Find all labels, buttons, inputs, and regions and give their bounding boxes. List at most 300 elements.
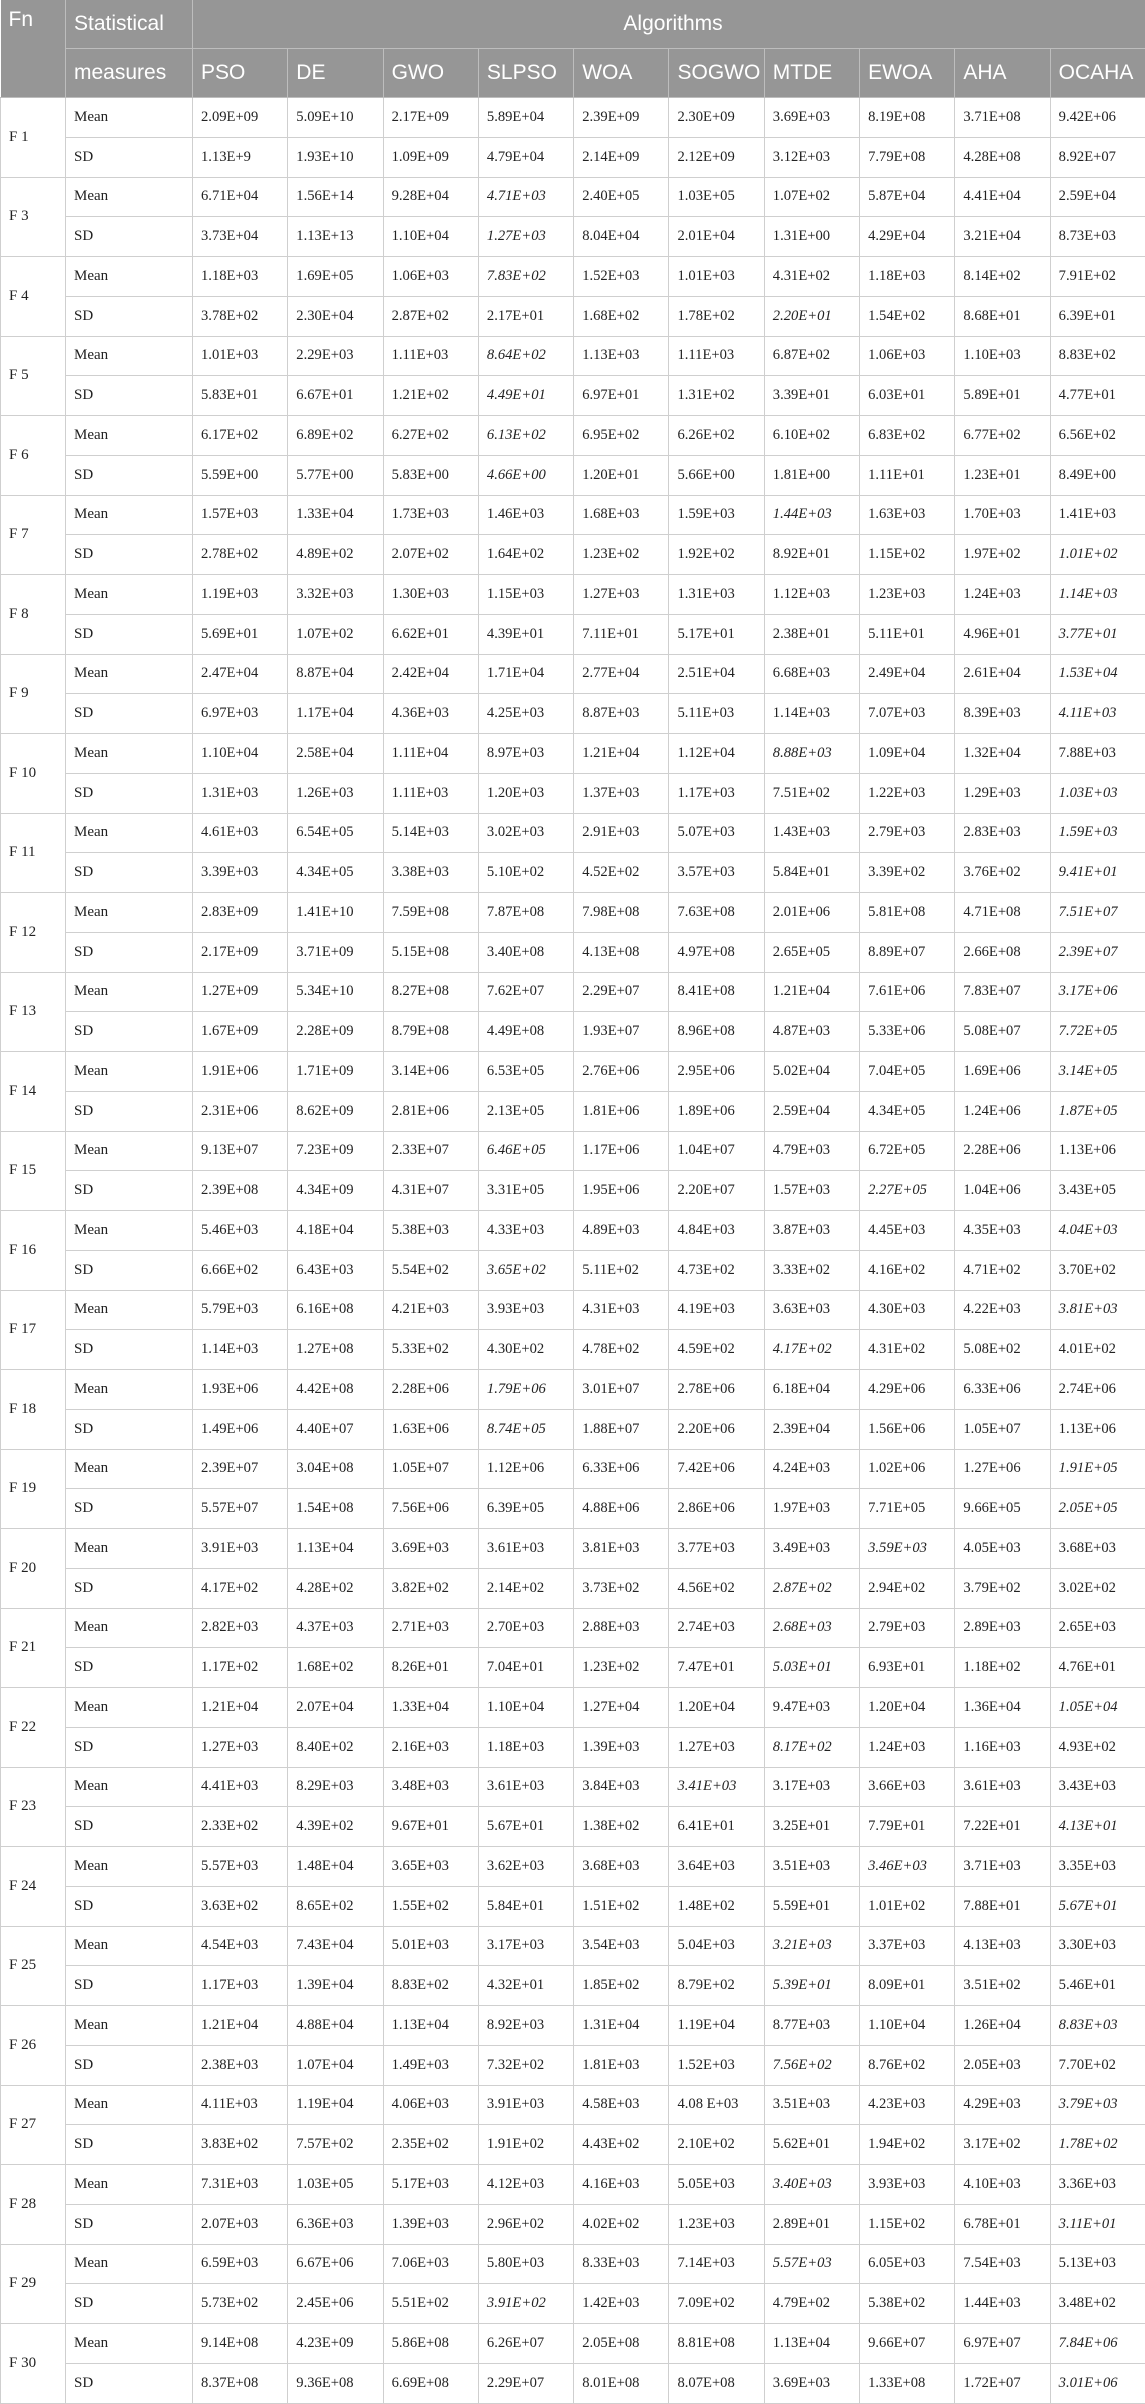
value-cell: 2.17E+09 — [383, 98, 478, 138]
measure-label: SD — [66, 217, 193, 257]
value-cell: 6.72E+05 — [860, 1131, 955, 1171]
value-cell: 5.77E+00 — [288, 455, 383, 495]
table-row — [1, 1847, 1145, 1887]
value-cell: 1.33E+08 — [860, 2363, 955, 2403]
measure-label: SD — [66, 1409, 193, 1449]
value-cell: 2.39E+04 — [764, 1409, 859, 1449]
table-row — [1, 98, 1145, 138]
value-cell: 2.87E+02 — [383, 296, 478, 336]
value-cell: 4.11E+03 — [1050, 694, 1145, 734]
value-cell: 4.13E+01 — [1050, 1807, 1145, 1847]
value-cell: 1.87E+05 — [1050, 1091, 1145, 1131]
value-cell: 1.27E+06 — [955, 1449, 1050, 1489]
value-cell: 1.23E+03 — [860, 575, 955, 615]
measure-label: SD — [66, 137, 193, 177]
value-cell: 8.83E+02 — [1050, 336, 1145, 376]
value-cell: 7.14E+03 — [669, 2244, 764, 2284]
value-cell: 8.97E+03 — [478, 734, 573, 774]
function-label: F 16 — [1, 1211, 66, 1291]
value-cell: 8.76E+02 — [860, 2045, 955, 2085]
value-cell: 7.88E+01 — [955, 1886, 1050, 1926]
value-cell: 2.96E+02 — [478, 2204, 573, 2244]
table-row — [1, 2244, 1145, 2284]
value-cell: 5.09E+10 — [288, 98, 383, 138]
value-cell: 6.03E+01 — [860, 376, 955, 416]
value-cell: 1.06E+03 — [383, 257, 478, 297]
measure-label: Mean — [66, 1052, 193, 1092]
value-cell: 3.93E+03 — [860, 2165, 955, 2205]
value-cell: 7.71E+05 — [860, 1489, 955, 1529]
value-cell: 1.73E+03 — [383, 495, 478, 535]
value-cell: 5.08E+07 — [955, 1012, 1050, 1052]
value-cell: 5.46E+03 — [193, 1211, 288, 1251]
value-cell: 9.67E+01 — [383, 1807, 478, 1847]
value-cell: 3.69E+03 — [764, 98, 859, 138]
value-cell: 3.59E+03 — [860, 1529, 955, 1569]
value-cell: 7.09E+02 — [669, 2284, 764, 2324]
value-cell: 2.28E+09 — [288, 1012, 383, 1052]
value-cell: 7.31E+03 — [193, 2165, 288, 2205]
table-row — [1, 1568, 1145, 1608]
value-cell: 1.13E+04 — [288, 1529, 383, 1569]
value-cell: 2.12E+09 — [669, 137, 764, 177]
value-cell: 1.11E+03 — [383, 336, 478, 376]
value-cell: 1.64E+02 — [478, 535, 573, 575]
value-cell: 3.61E+03 — [478, 1529, 573, 1569]
value-cell: 8.83E+03 — [1050, 2006, 1145, 2046]
value-cell: 3.36E+03 — [1050, 2165, 1145, 2205]
header-statistical: Statistical — [66, 0, 193, 49]
value-cell: 8.17E+02 — [764, 1727, 859, 1767]
value-cell: 4.19E+03 — [669, 1290, 764, 1330]
measure-label: SD — [66, 535, 193, 575]
value-cell: 4.35E+03 — [955, 1211, 1050, 1251]
measure-label: Mean — [66, 1529, 193, 1569]
value-cell: 1.21E+04 — [764, 972, 859, 1012]
value-cell: 1.31E+04 — [574, 2006, 669, 2046]
value-cell: 7.47E+01 — [669, 1648, 764, 1688]
value-cell: 4.33E+03 — [478, 1211, 573, 1251]
value-cell: 4.37E+03 — [288, 1608, 383, 1648]
value-cell: 1.93E+06 — [193, 1370, 288, 1410]
value-cell: 5.51E+02 — [383, 2284, 478, 2324]
value-cell: 4.40E+07 — [288, 1409, 383, 1449]
value-cell: 2.49E+04 — [860, 654, 955, 694]
value-cell: 4.11E+03 — [193, 2085, 288, 2125]
value-cell: 3.71E+03 — [955, 1847, 1050, 1887]
value-cell: 2.29E+07 — [574, 972, 669, 1012]
value-cell: 4.71E+08 — [955, 893, 1050, 933]
value-cell: 4.43E+02 — [574, 2125, 669, 2165]
value-cell: 3.02E+02 — [1050, 1568, 1145, 1608]
table-row — [1, 416, 1145, 456]
value-cell: 2.20E+06 — [669, 1409, 764, 1449]
value-cell: 2.33E+02 — [193, 1807, 288, 1847]
measure-label: Mean — [66, 495, 193, 535]
value-cell: 6.87E+02 — [764, 336, 859, 376]
value-cell: 1.49E+03 — [383, 2045, 478, 2085]
value-cell: 2.17E+01 — [478, 296, 573, 336]
value-cell: 3.71E+09 — [288, 932, 383, 972]
value-cell: 2.89E+01 — [764, 2204, 859, 2244]
header-alg-slpso: SLPSO — [478, 49, 573, 98]
value-cell: 1.93E+10 — [288, 137, 383, 177]
measure-label: SD — [66, 1727, 193, 1767]
value-cell: 7.32E+02 — [478, 2045, 573, 2085]
value-cell: 5.89E+01 — [955, 376, 1050, 416]
value-cell: 3.79E+02 — [955, 1568, 1050, 1608]
value-cell: 6.26E+07 — [478, 2324, 573, 2364]
value-cell: 8.37E+08 — [193, 2363, 288, 2403]
value-cell: 1.78E+02 — [1050, 2125, 1145, 2165]
value-cell: 6.43E+03 — [288, 1250, 383, 1290]
measure-label: Mean — [66, 972, 193, 1012]
value-cell: 3.68E+03 — [1050, 1529, 1145, 1569]
measure-label: SD — [66, 1886, 193, 1926]
value-cell: 1.01E+03 — [193, 336, 288, 376]
value-cell: 1.69E+06 — [955, 1052, 1050, 1092]
measure-label: SD — [66, 1330, 193, 1370]
value-cell: 1.27E+03 — [193, 1727, 288, 1767]
value-cell: 2.07E+04 — [288, 1688, 383, 1728]
value-cell: 3.17E+06 — [1050, 972, 1145, 1012]
value-cell: 5.11E+03 — [669, 694, 764, 734]
table-row — [1, 1449, 1145, 1489]
value-cell: 8.19E+08 — [860, 98, 955, 138]
value-cell: 2.83E+09 — [193, 893, 288, 933]
value-cell: 3.35E+03 — [1050, 1847, 1145, 1887]
value-cell: 4.17E+02 — [764, 1330, 859, 1370]
value-cell: 7.22E+01 — [955, 1807, 1050, 1847]
value-cell: 1.38E+02 — [574, 1807, 669, 1847]
value-cell: 3.71E+08 — [955, 98, 1050, 138]
value-cell: 1.20E+01 — [574, 455, 669, 495]
value-cell: 4.28E+08 — [955, 137, 1050, 177]
value-cell: 3.14E+06 — [383, 1052, 478, 1092]
value-cell: 1.53E+04 — [1050, 654, 1145, 694]
value-cell: 4.29E+06 — [860, 1370, 955, 1410]
measure-label: Mean — [66, 416, 193, 456]
value-cell: 4.84E+03 — [669, 1211, 764, 1251]
value-cell: 3.63E+02 — [193, 1886, 288, 1926]
value-cell: 8.92E+01 — [764, 535, 859, 575]
value-cell: 1.43E+03 — [764, 813, 859, 853]
measure-label: SD — [66, 853, 193, 893]
value-cell: 1.91E+05 — [1050, 1449, 1145, 1489]
value-cell: 2.42E+04 — [383, 654, 478, 694]
table-row — [1, 2125, 1145, 2165]
value-cell: 3.14E+05 — [1050, 1052, 1145, 1092]
value-cell: 1.15E+03 — [478, 575, 573, 615]
value-cell: 8.49E+00 — [1050, 455, 1145, 495]
value-cell: 1.17E+03 — [193, 1966, 288, 2006]
value-cell: 5.38E+03 — [383, 1211, 478, 1251]
value-cell: 3.17E+03 — [478, 1926, 573, 1966]
value-cell: 1.24E+03 — [955, 575, 1050, 615]
value-cell: 1.13E+06 — [1050, 1131, 1145, 1171]
value-cell: 3.51E+02 — [955, 1966, 1050, 2006]
value-cell: 1.10E+04 — [860, 2006, 955, 2046]
value-cell: 5.57E+03 — [193, 1847, 288, 1887]
value-cell: 7.51E+07 — [1050, 893, 1145, 933]
value-cell: 1.97E+03 — [764, 1489, 859, 1529]
value-cell: 1.27E+03 — [478, 217, 573, 257]
value-cell: 4.13E+08 — [574, 932, 669, 972]
value-cell: 4.05E+03 — [955, 1529, 1050, 1569]
table-row — [1, 2045, 1145, 2085]
value-cell: 4.89E+03 — [574, 1211, 669, 1251]
table-row — [1, 2165, 1145, 2205]
value-cell: 1.17E+04 — [288, 694, 383, 734]
value-cell: 4.73E+02 — [669, 1250, 764, 1290]
measure-label: Mean — [66, 177, 193, 217]
value-cell: 5.05E+03 — [669, 2165, 764, 2205]
value-cell: 1.93E+07 — [574, 1012, 669, 1052]
value-cell: 6.68E+03 — [764, 654, 859, 694]
value-cell: 8.09E+01 — [860, 1966, 955, 2006]
value-cell: 2.10E+02 — [669, 2125, 764, 2165]
value-cell: 4.12E+03 — [478, 2165, 573, 2205]
value-cell: 6.13E+02 — [478, 416, 573, 456]
value-cell: 4.54E+03 — [193, 1926, 288, 1966]
value-cell: 2.81E+06 — [383, 1091, 478, 1131]
table-row — [1, 694, 1145, 734]
measure-label: Mean — [66, 2085, 193, 2125]
value-cell: 5.69E+01 — [193, 614, 288, 654]
value-cell: 1.13E+03 — [574, 336, 669, 376]
table-row — [1, 1807, 1145, 1847]
value-cell: 3.41E+03 — [669, 1767, 764, 1807]
value-cell: 3.02E+03 — [478, 813, 573, 853]
value-cell: 1.12E+04 — [669, 734, 764, 774]
value-cell: 2.51E+04 — [669, 654, 764, 694]
measure-label: SD — [66, 2204, 193, 2244]
value-cell: 8.14E+02 — [955, 257, 1050, 297]
value-cell: 2.71E+03 — [383, 1608, 478, 1648]
table-row — [1, 1131, 1145, 1171]
table-row — [1, 773, 1145, 813]
value-cell: 2.09E+09 — [193, 98, 288, 138]
value-cell: 2.59E+04 — [1050, 177, 1145, 217]
value-cell: 6.56E+02 — [1050, 416, 1145, 456]
value-cell: 8.79E+02 — [669, 1966, 764, 2006]
value-cell: 7.84E+06 — [1050, 2324, 1145, 2364]
value-cell: 1.12E+03 — [764, 575, 859, 615]
value-cell: 1.31E+03 — [193, 773, 288, 813]
measure-label: SD — [66, 2363, 193, 2403]
value-cell: 1.11E+04 — [383, 734, 478, 774]
value-cell: 4.31E+02 — [764, 257, 859, 297]
table-row — [1, 2324, 1145, 2364]
value-cell: 2.77E+04 — [574, 654, 669, 694]
value-cell: 2.88E+03 — [574, 1608, 669, 1648]
value-cell: 3.81E+03 — [1050, 1290, 1145, 1330]
table-row — [1, 893, 1145, 933]
value-cell: 2.28E+06 — [383, 1370, 478, 1410]
value-cell: 3.76E+02 — [955, 853, 1050, 893]
value-cell: 5.13E+03 — [1050, 2244, 1145, 2284]
value-cell: 1.42E+03 — [574, 2284, 669, 2324]
value-cell: 1.23E+03 — [669, 2204, 764, 2244]
value-cell: 5.33E+06 — [860, 1012, 955, 1052]
value-cell: 1.21E+04 — [193, 1688, 288, 1728]
value-cell: 3.77E+01 — [1050, 614, 1145, 654]
value-cell: 5.15E+08 — [383, 932, 478, 972]
value-cell: 3.61E+03 — [955, 1767, 1050, 1807]
value-cell: 4.16E+02 — [860, 1250, 955, 1290]
function-label: F 25 — [1, 1926, 66, 2006]
value-cell: 2.28E+06 — [955, 1131, 1050, 1171]
value-cell: 2.05E+08 — [574, 2324, 669, 2364]
measure-label: Mean — [66, 2006, 193, 2046]
value-cell: 1.32E+04 — [955, 734, 1050, 774]
value-cell: 7.57E+02 — [288, 2125, 383, 2165]
value-cell: 9.47E+03 — [764, 1688, 859, 1728]
value-cell: 4.04E+03 — [1050, 1211, 1145, 1251]
function-label: F 28 — [1, 2165, 66, 2245]
value-cell: 5.59E+01 — [764, 1886, 859, 1926]
value-cell: 4.17E+02 — [193, 1568, 288, 1608]
value-cell: 2.78E+02 — [193, 535, 288, 575]
value-cell: 1.71E+09 — [288, 1052, 383, 1092]
value-cell: 6.71E+04 — [193, 177, 288, 217]
value-cell: 1.81E+03 — [574, 2045, 669, 2085]
value-cell: 3.84E+03 — [574, 1767, 669, 1807]
value-cell: 3.39E+02 — [860, 853, 955, 893]
value-cell: 5.54E+02 — [383, 1250, 478, 1290]
value-cell: 4.36E+03 — [383, 694, 478, 734]
value-cell: 9.28E+04 — [383, 177, 478, 217]
table-row — [1, 1250, 1145, 1290]
function-label: F 22 — [1, 1688, 66, 1768]
value-cell: 3.57E+03 — [669, 853, 764, 893]
value-cell: 3.38E+03 — [383, 853, 478, 893]
table-row — [1, 1648, 1145, 1688]
header-alg-pso: PSO — [193, 49, 288, 98]
value-cell: 3.91E+03 — [478, 2085, 573, 2125]
value-cell: 1.07E+02 — [764, 177, 859, 217]
value-cell: 1.39E+03 — [574, 1727, 669, 1767]
value-cell: 2.05E+03 — [955, 2045, 1050, 2085]
value-cell: 2.29E+07 — [478, 2363, 573, 2403]
value-cell: 1.26E+03 — [288, 773, 383, 813]
value-cell: 2.16E+03 — [383, 1727, 478, 1767]
measure-label: SD — [66, 932, 193, 972]
function-label: F 24 — [1, 1847, 66, 1927]
value-cell: 3.69E+03 — [383, 1529, 478, 1569]
value-cell: 6.46E+05 — [478, 1131, 573, 1171]
value-cell: 3.91E+02 — [478, 2284, 573, 2324]
value-cell: 9.66E+07 — [860, 2324, 955, 2364]
value-cell: 1.09E+04 — [860, 734, 955, 774]
value-cell: 1.52E+03 — [574, 257, 669, 297]
measure-label: SD — [66, 1648, 193, 1688]
value-cell: 4.59E+02 — [669, 1330, 764, 1370]
table-row — [1, 1409, 1145, 1449]
value-cell: 3.62E+03 — [478, 1847, 573, 1887]
value-cell: 3.46E+03 — [860, 1847, 955, 1887]
value-cell: 2.29E+03 — [288, 336, 383, 376]
table-row — [1, 1290, 1145, 1330]
value-cell: 1.68E+02 — [288, 1648, 383, 1688]
value-cell: 1.07E+02 — [288, 614, 383, 654]
value-cell: 1.09E+09 — [383, 137, 478, 177]
value-cell: 8.41E+08 — [669, 972, 764, 1012]
value-cell: 5.39E+01 — [764, 1966, 859, 2006]
table-row — [1, 1529, 1145, 1569]
function-label: F 19 — [1, 1449, 66, 1529]
value-cell: 7.88E+03 — [1050, 734, 1145, 774]
table-row — [1, 853, 1145, 893]
table-row — [1, 1926, 1145, 1966]
measure-label: Mean — [66, 257, 193, 297]
value-cell: 6.93E+01 — [860, 1648, 955, 1688]
value-cell: 9.14E+08 — [193, 2324, 288, 2364]
value-cell: 6.39E+05 — [478, 1489, 573, 1529]
value-cell: 6.18E+04 — [764, 1370, 859, 1410]
measure-label: Mean — [66, 1688, 193, 1728]
value-cell: 1.13E+04 — [383, 2006, 478, 2046]
value-cell: 2.30E+04 — [288, 296, 383, 336]
value-cell: 1.33E+04 — [288, 495, 383, 535]
value-cell: 4.01E+02 — [1050, 1330, 1145, 1370]
value-cell: 7.61E+06 — [860, 972, 955, 1012]
value-cell: 1.85E+02 — [574, 1966, 669, 2006]
table-row — [1, 1886, 1145, 1926]
value-cell: 7.06E+03 — [383, 2244, 478, 2284]
value-cell: 1.18E+03 — [193, 257, 288, 297]
measure-label: Mean — [66, 2244, 193, 2284]
value-cell: 4.10E+03 — [955, 2165, 1050, 2205]
value-cell: 9.13E+07 — [193, 1131, 288, 1171]
value-cell: 6.10E+02 — [764, 416, 859, 456]
value-cell: 8.83E+02 — [383, 1966, 478, 2006]
function-label: F 20 — [1, 1529, 66, 1609]
value-cell: 7.04E+01 — [478, 1648, 573, 1688]
value-cell: 4.32E+01 — [478, 1966, 573, 2006]
value-cell: 7.72E+05 — [1050, 1012, 1145, 1052]
table-row — [1, 296, 1145, 336]
measure-label: Mean — [66, 813, 193, 853]
value-cell: 4.28E+02 — [288, 1568, 383, 1608]
measure-label: Mean — [66, 2165, 193, 2205]
table-row — [1, 1767, 1145, 1807]
value-cell: 1.41E+03 — [1050, 495, 1145, 535]
value-cell: 1.20E+04 — [669, 1688, 764, 1728]
measure-label: SD — [66, 296, 193, 336]
value-cell: 1.70E+03 — [955, 495, 1050, 535]
value-cell: 3.65E+03 — [383, 1847, 478, 1887]
value-cell: 5.11E+01 — [860, 614, 955, 654]
value-cell: 3.87E+03 — [764, 1211, 859, 1251]
value-cell: 3.40E+03 — [764, 2165, 859, 2205]
measure-label: Mean — [66, 98, 193, 138]
value-cell: 2.35E+02 — [383, 2125, 478, 2165]
function-label: F 7 — [1, 495, 66, 575]
value-cell: 1.23E+02 — [574, 535, 669, 575]
value-cell: 1.13E+9 — [193, 137, 288, 177]
table-row — [1, 1727, 1145, 1767]
value-cell: 3.79E+03 — [1050, 2085, 1145, 2125]
value-cell: 8.87E+04 — [288, 654, 383, 694]
value-cell: 1.88E+07 — [574, 1409, 669, 1449]
value-cell: 1.14E+03 — [764, 694, 859, 734]
value-cell: 1.13E+04 — [764, 2324, 859, 2364]
value-cell: 3.32E+03 — [288, 575, 383, 615]
value-cell: 5.34E+10 — [288, 972, 383, 1012]
value-cell: 3.78E+02 — [193, 296, 288, 336]
value-cell: 1.01E+02 — [1050, 535, 1145, 575]
